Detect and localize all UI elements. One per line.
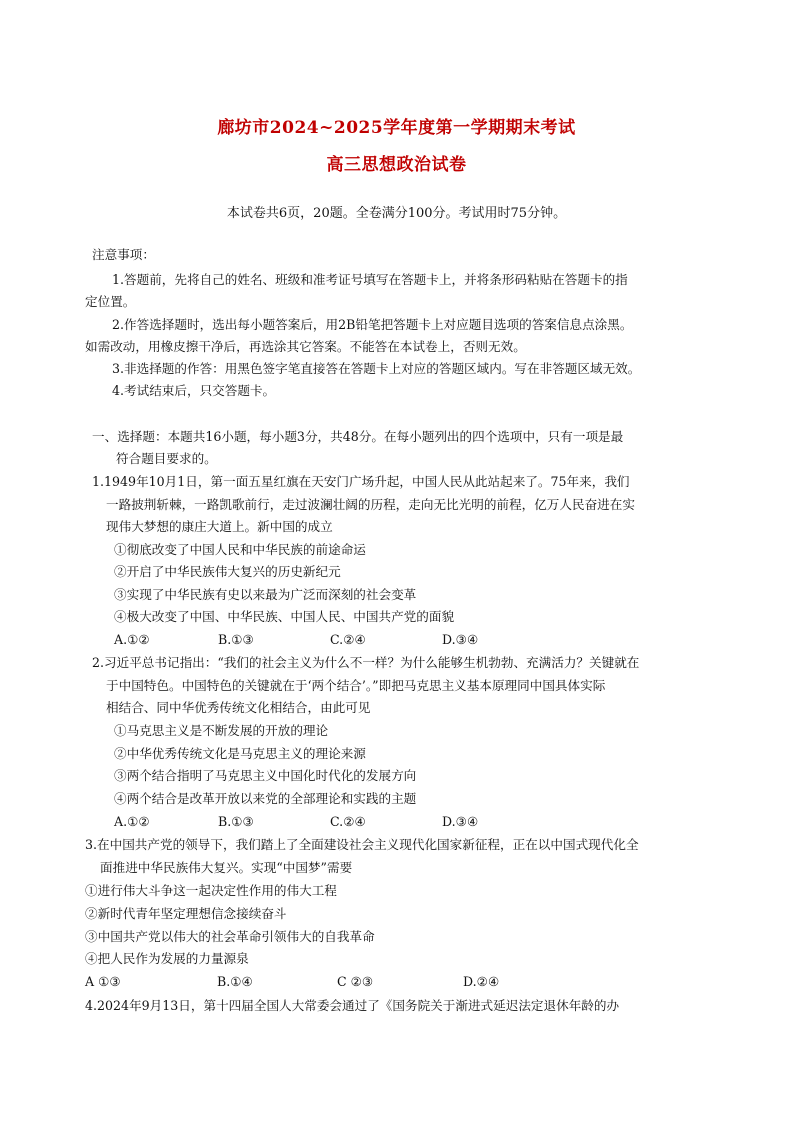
choice-d[interactable]: D.②④ [463,974,500,989]
choice-b[interactable]: B.①③ [218,632,254,647]
q2-stem: 相结合、同中华优秀传统文化相结合，由此可见 [106,700,371,715]
choice-a[interactable]: A.①② [114,814,150,829]
q3-item: ①进行伟大斗争这一起决定性作用的伟大工程 [85,883,337,898]
choice-c[interactable]: C ②③ [337,974,374,989]
note-line: 3.非选择题的作答：用黑色签字笔直接答在答题卡上对应的答题区域内。写在非答题区域无效。 [112,361,641,376]
q2-stem: 于中国特色。中国特色的关键就在于‘两个结合’。”即把马克思主义基本原理同中国具体实际 [106,678,606,693]
note-line: 2.作答选择题时，选出每小题答案后，用2B铅笔把答题卡上对应题目选项的答案信息点涂黑。 [112,317,633,332]
section-heading: 一、选择题：本题共16小题，每小题3分，共48分。在每小题列出的四个选项中，只有一项是最 [92,429,624,444]
q3-item: ②新时代青年坚定理想信念接续奋斗 [85,906,287,921]
note-line: 如需改动，用橡皮擦干净后，再选涂其它答案。不能答在本试卷上，否则无效。 [85,339,526,354]
q3-stem: 面推进中华民族伟大复兴。实现“中国梦”需要 [100,860,353,875]
q1-stem: 现伟大梦想的康庄大道上。新中国的成立 [106,519,333,534]
q1-stem: 1.1949年10月1日，第一面五星红旗在天安门广场升起，中国人民从此站起来了。75年来，我们 [92,474,630,489]
choice-b[interactable]: B.①④ [217,974,253,989]
note-line: 4.考试结束后，只交答题卡。 [112,383,276,398]
choice-a[interactable]: A ①③ [85,974,121,989]
q2-choices [114,813,478,831]
choice-d[interactable]: D.③④ [442,632,479,647]
q3-choices [85,973,499,991]
exam-info: 本试卷共6页，20题。全卷满分100分。考试用时75分钟。 [226,206,567,221]
choice-a[interactable]: A.①② [114,632,150,647]
q3-item: ④把人民作为发展的力量源泉 [85,951,249,966]
q2-stem: 2.习近平总书记指出：“我们的社会主义为什么不一样？为什么能够生机勃勃、充满活力？关键就在 [92,655,640,670]
choice-c[interactable]: C.②④ [330,814,366,829]
q1-item: ②开启了中华民族伟大复兴的历史新纪元 [114,564,341,579]
q1-item: ④极大改变了中国、中华民族、中国人民、中国共产党的面貌 [114,609,455,624]
choice-b[interactable]: B.①③ [218,814,254,829]
note-line: 1.答题前，先将自己的姓名、班级和准考证号填写在答题卡上，并将条形码粘贴在答题卡的指 [112,272,628,287]
choice-d[interactable]: D.③④ [442,814,479,829]
q1-choices [114,631,478,649]
exam-title: 廊坊市2024~2025学年度第一学期期末考试 [217,118,576,138]
q3-stem: 3.在中国共产党的领导下，我们踏上了全面建设社会主义现代化国家新征程，正在以中国式现代化全 [85,837,639,852]
q1-stem: 一路披荆斩棘，一路凯歌前行，走过波澜壮阔的历程，走向无比光明的前程，亿万人民奋进在实 [106,497,635,512]
q1-item: ①彻底改变了中国人民和中华民族的前途命运 [114,542,366,557]
choice-c[interactable]: C.②④ [330,632,366,647]
q4-stem: 4.2024年9月13日，第十四届全国人大常委会通过了《国务院关于渐进式延迟法定退休年龄的办 [85,998,620,1013]
q2-item: ①马克思主义是不断发展的开放的理论 [114,723,329,738]
q2-item: ③两个结合指明了马克思主义中国化时代化的发展方向 [114,768,417,783]
exam-subtitle: 高三思想政治试卷 [326,155,467,175]
note-line: 定位置。 [85,294,136,309]
q1-item: ③实现了中华民族有史以来最为广泛而深刻的社会变革 [114,587,417,602]
section-heading-cont: 符合题目要求的。 [116,451,217,466]
q2-item: ④两个结合是改革开放以来党的全部理论和实践的主题 [114,791,417,806]
q3-item: ③中国共产党以伟大的社会革命引领伟大的自我革命 [85,929,375,944]
q2-item: ②中华优秀传统文化是马克思主义的理论来源 [114,746,366,761]
notes-heading: 注意事项： [92,247,155,262]
